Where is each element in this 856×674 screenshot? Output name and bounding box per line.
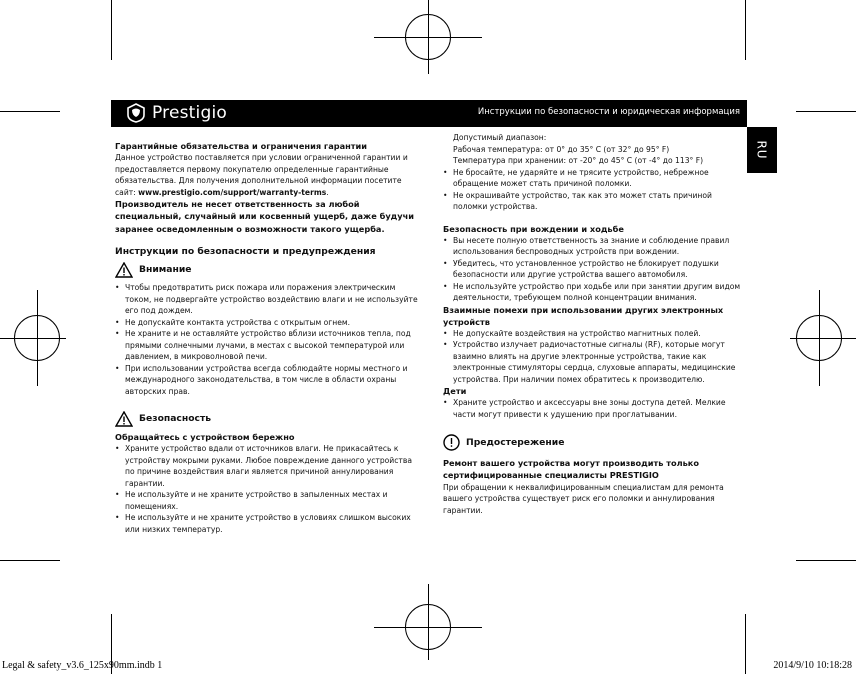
footer-timestamp: 2014/9/10 10:18:28: [773, 660, 852, 671]
list-item: • Не используйте устройство при ходьбе или при занятии другим видом деятельности, требующем полной концентрации внимания.: [443, 281, 745, 304]
list-item: • Устройство излучает радиочастотные сигналы (RF), которые могут взаимно влиять на другие электронные устройства, такие как электронные стимуляторы сердца, слуховые аппараты, медицинские устройства. При наличии помех обратитесь к производителю.: [443, 339, 745, 385]
list-item: • Не используйте и не храните устройство в запыленных местах и помещениях.: [115, 489, 420, 512]
security-heading: Безопасность: [115, 411, 420, 427]
list-item: • Убедитесь, что установленное устройство не блокирует подушки безопасности или другие устройства вашего автомобиля.: [443, 258, 745, 281]
kids-heading: Дети: [443, 386, 467, 396]
repair-heading: Ремонт вашего устройства могут производить только сертифицированные специалисты PRESTIGIO: [443, 458, 699, 481]
list-item: • Не допускайте воздействия на устройство магнитных полей.: [443, 328, 745, 340]
range-store: Температура при хранении: от -20° до 45° C (от -4° до 113° F): [453, 156, 704, 165]
safety-heading: Инструкции по безопасности и предупреждения: [115, 246, 376, 258]
attention-heading: Внимание: [115, 262, 420, 278]
warranty-heading: Гарантийные обязательства и ограничения гарантии: [115, 141, 367, 151]
list-item: • Храните устройство и аксессуары вне зоны доступа детей. Мелкие части могут привести к удушению при проглатывании.: [443, 397, 745, 420]
list-item: • Чтобы предотвратить риск пожара или поражения электрическим током, не подвергайте устройство воздействию влаги и не используйте его под дождем.: [115, 282, 420, 317]
liability-text: Производитель не несет ответственность за любой специальный, случайный или косвенный ущерб, даже будучи заранее осведомленным о возможности такого ущерба.: [115, 199, 414, 234]
footer-file: Legal & safety_v3.6_125x90mm.indb 1: [2, 660, 163, 671]
warranty-text: Данное устройство поставляется при условии ограниченной гарантии и предоставляется первому покупателю определенные гарантийные обязательства. Для получения дополнительной информации посетите сайт: www.prestigio.com/support/warranty-terms.: [115, 153, 408, 197]
list-item: • При использовании устройства всегда соблюдайте нормы местного и международного законодательства, в том числе в области охраны авторских прав.: [115, 363, 420, 398]
driving-heading: Безопасность при вождении и ходьбе: [443, 223, 624, 234]
caution-heading: Предостережение: [443, 434, 745, 451]
range-title: Допустимый диапазон:: [453, 133, 547, 142]
interference-heading: Взаимные помехи при использовании других электронных устройств: [443, 304, 724, 327]
warning-triangle-icon: [115, 411, 133, 427]
header-title: Инструкции по безопасности и юридическая информация: [477, 107, 740, 117]
right-column: [443, 132, 745, 516]
list-item: • Не бросайте, не ударяйте и не трясите устройство, небрежное обращение может стать причиной поломки.: [443, 167, 745, 190]
left-column: [115, 140, 420, 535]
repair-text: При обращении к неквалифицированным специалистам для ремонта вашего устройства существует риск его поломки и аннулирования гарантии.: [443, 482, 724, 515]
careful-list: [115, 443, 420, 535]
warranty-link[interactable]: www.prestigio.com/support/warranty-terms: [138, 187, 327, 197]
language-tab: [747, 127, 777, 173]
kids-list: [443, 397, 745, 420]
range-work: Рабочая температура: от 0° до 35° C (от 32° до 95° F): [453, 144, 670, 154]
attention-list: [115, 282, 420, 397]
list-item: • Не храните и не оставляйте устройство вблизи источников тепла, под прямыми солнечными лучами, в местах с высокой температурой или давлением, в микроволновой печи.: [115, 328, 420, 363]
list-item: • Храните устройство вдали от источников влаги. Не прикасайтесь к устройству мокрыми руками. Любое повреждение данного устройства по причине воздействия влаги является причиной аннулирования гарантии.: [115, 443, 420, 489]
driving-list: [443, 235, 745, 304]
care-list: [443, 167, 745, 213]
warning-triangle-icon: [115, 262, 133, 278]
list-item: • Не допускайте контакта устройства с открытым огнем.: [115, 317, 420, 329]
list-item: • Не окрашивайте устройство, так как это может стать причиной поломки устройства.: [443, 190, 745, 213]
careful-heading: Обращайтесь с устройством бережно: [115, 432, 295, 443]
exclamation-circle-icon: [443, 434, 460, 451]
brand-logo: [126, 103, 227, 123]
list-item: • Не используйте и не храните устройство в условиях слишком высоких или низких температур.: [115, 512, 420, 535]
interference-list: [443, 328, 745, 386]
language-tab-label: RU: [755, 140, 769, 160]
list-item: • Вы несете полную ответственность за знание и соблюдение правил использования беспроводных устройств при вождении.: [443, 235, 745, 258]
prestigio-logo-icon: [126, 103, 146, 123]
brand-name: Prestigio: [152, 103, 227, 123]
